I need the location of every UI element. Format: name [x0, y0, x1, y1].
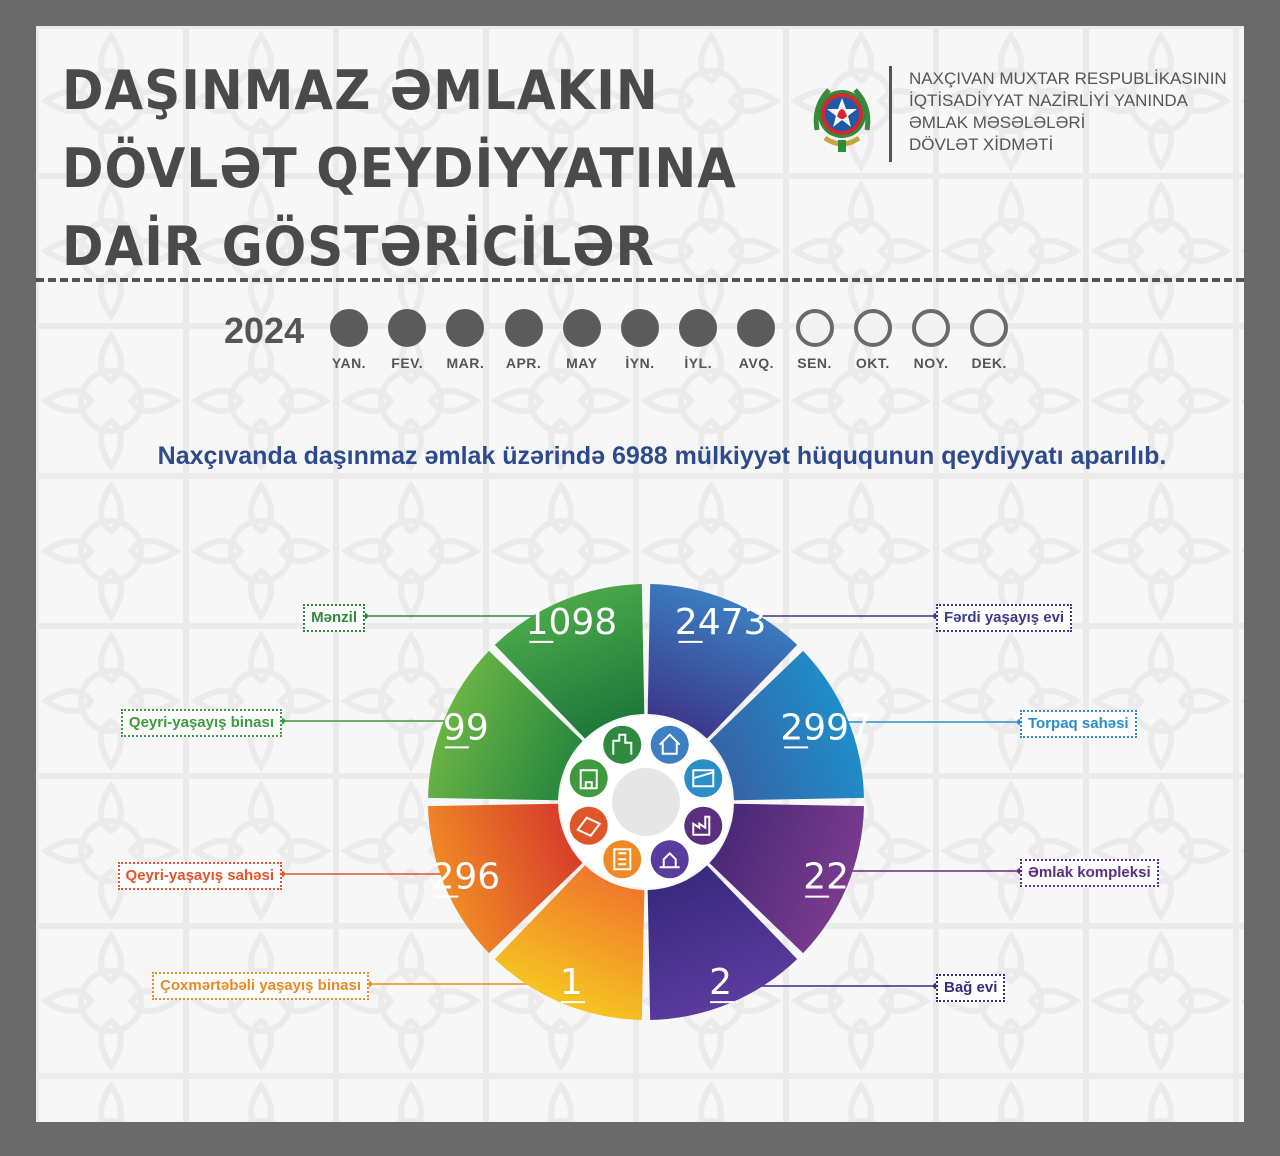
ring-core	[612, 768, 680, 836]
segment-value-label: 296	[431, 856, 501, 898]
garden-house-icon	[651, 840, 689, 878]
timeline-year: 2024	[224, 310, 305, 351]
category-callout: Qeyri-yaşayış sahəsi	[118, 862, 282, 890]
factory-complex-icon	[684, 807, 722, 845]
month-label: MAY	[566, 355, 598, 371]
apartment-building-icon	[603, 840, 641, 878]
category-callout: Fərdi yaşayış evi	[936, 604, 1072, 632]
title-line-3: DAİR GÖSTƏRİCİLƏR	[62, 215, 656, 278]
category-callout: Çoxmərtəbəli yaşayış binası	[152, 972, 369, 1000]
category-callout: Torpaq sahəsi	[1020, 710, 1137, 738]
month-label: İYL.	[684, 355, 713, 371]
land-area-icon	[570, 807, 608, 845]
segment-value-label: 1	[559, 962, 583, 1004]
month-label: APR.	[505, 355, 542, 371]
month-label: SEN.	[797, 355, 832, 371]
headline: Naxçıvanda daşınmaz əmlak üzərində 6988 mülkiyyət hüququnun qeydiyyatı aparılıb.	[157, 442, 1167, 470]
title-line-2: DÖVLƏT QEYDİYYATINA	[62, 137, 737, 200]
segment-value-label: 1098	[525, 601, 618, 643]
category-callout: Əmlak kompleksi	[1020, 859, 1159, 887]
segment-value-label: 2473	[674, 601, 767, 643]
month-label: İYN.	[625, 355, 655, 371]
month-label: NOY.	[913, 355, 949, 371]
title-line-1: DAŞINMAZ ƏMLAKIN	[62, 59, 659, 123]
land-plot-icon	[684, 759, 722, 797]
org-line-4: DÖVLƏT XİDMƏTİ	[909, 135, 1054, 154]
month-label: AVQ.	[738, 355, 774, 371]
infographic-card	[36, 26, 1244, 1122]
org-line-1: NAXÇIVAN MUXTAR RESPUBLİKASININ	[909, 69, 1227, 88]
segment-value-label: 2	[709, 962, 733, 1004]
ring-chart	[36, 26, 1244, 1122]
segment-value-label: 2997	[780, 707, 872, 749]
category-callout: Bağ evi	[936, 974, 1005, 1002]
month-label: YAN.	[331, 355, 367, 371]
segment-value-label: 99	[442, 707, 489, 749]
category-callout: Mənzil	[303, 604, 365, 632]
month-label: MAR.	[446, 355, 485, 371]
category-callout: Qeyri-yaşayış binası	[121, 709, 282, 737]
segment-value-label: 22	[803, 856, 850, 898]
month-label: FEV.	[391, 355, 424, 371]
month-label: DEK.	[971, 355, 1007, 371]
office-building-icon	[570, 759, 608, 797]
org-line-3: ƏMLAK MƏSƏLƏLƏRİ	[909, 113, 1086, 132]
skyscraper-icon	[603, 726, 641, 764]
month-label: OKT.	[855, 355, 890, 371]
org-line-2: İQTİSADİYYAT NAZİRLİYİ YANINDA	[909, 91, 1188, 110]
house-icon	[651, 726, 689, 764]
